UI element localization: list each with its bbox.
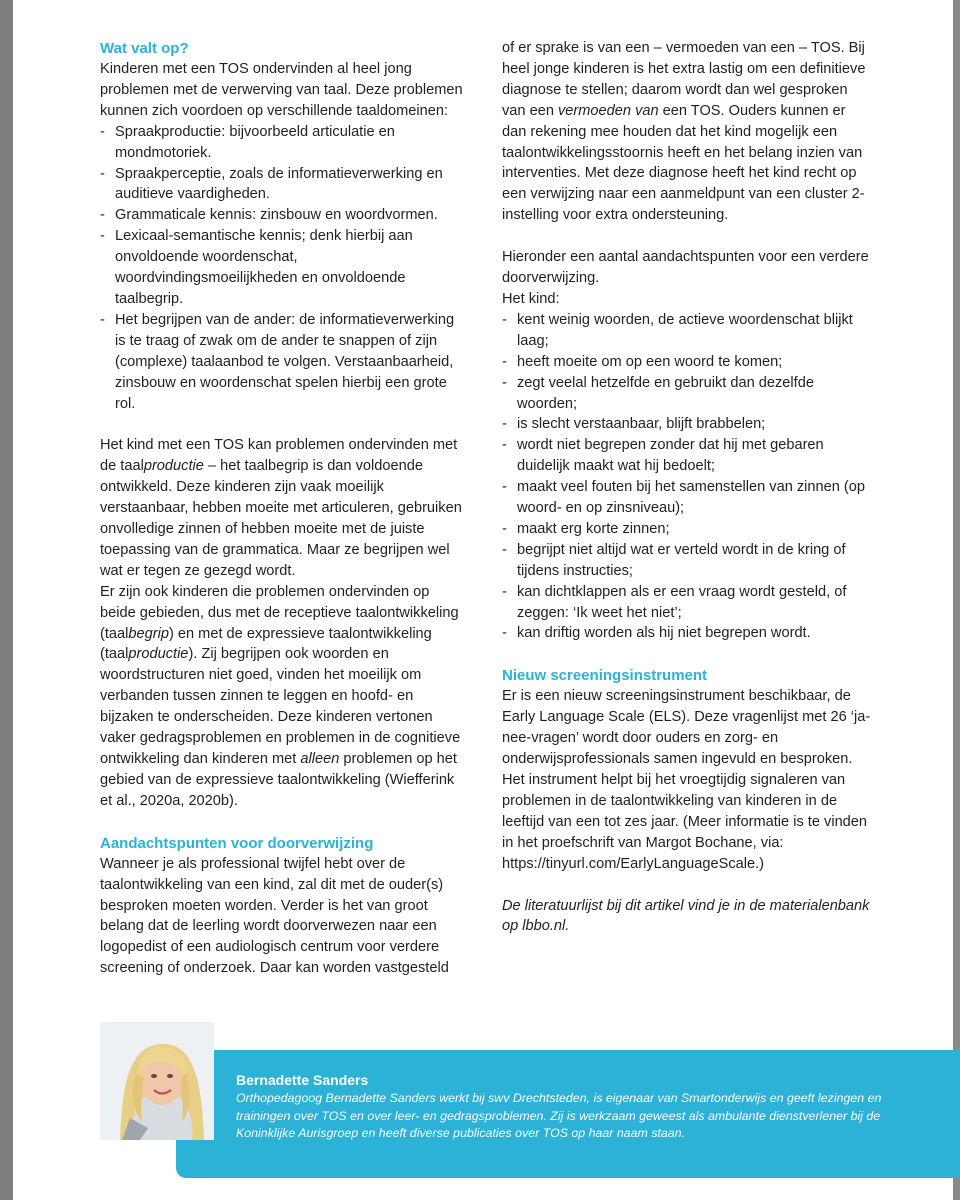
right-column <box>502 38 872 937</box>
het-kind-list <box>502 310 872 645</box>
list-item: - kent weinig woorden, de actieve woordenschat blijkt laag; <box>502 310 872 352</box>
paragraph-doorverwijzing: Wanneer je als professional twijfel hebt over de taalontwikkeling van een kind, zal dit met de ouder(s) besproken moeten worden. Verder is het van groot belang dat de leerling wordt doorverwezen naar een logopedist of een audiologisch centrum voor verdere screening of onderzoek. Daar kan worden vastgesteld <box>100 855 449 977</box>
author-name: Bernadette Sanders <box>236 1072 369 1088</box>
paragraph-aandachtspunten-intro: Hieronder een aantal aandachtspunten voor een verdere doorverwijzing. <box>502 249 869 287</box>
heading-aandachtspunten: Aandachtspunten voor doorverwijzing <box>100 834 374 852</box>
list-item: - kan driftig worden als hij niet begrepen wordt. <box>502 623 872 644</box>
list-item: - Grammaticale kennis: zinsbouw en woordvormen. <box>100 205 468 226</box>
paragraph-screeningsinstrument: Er is een nieuw screeningsinstrument beschikbaar, de Early Language Scale (ELS). Deze vragenlijst met 26 ‘ja-nee-vragen’ wordt door ouders en zorg- en onderwijsprofessionals samen ingevuld en besproken. Het instrument helpt bij het vroegtijdig signaleren van problemen in de taalontwikkeling van kinderen in de leeftijd van een tot zes jaar. (Meer informatie is te vinden in het proefschrift van Margot Bochane, via: https://tinyurl.com/EarlyLanguageScale.) <box>502 688 871 872</box>
author-description: Orthopedagoog Bernadette Sanders werkt bij swv Drechtsteden, is eigenaar van Smartonderwijs en geeft lezingen en trainingen over TOS en over leer- en gedragsproblemen. Zij is werkzaam geweest als ambulante dienstverlener bij de Koninklijke Aurisgroep en heeft diverse publicaties over TOS op haar naam staan. <box>236 1091 882 1140</box>
list-item: - wordt niet begrepen zonder dat hij met gebaren duidelijk maakt wat hij bedoelt; <box>502 435 872 477</box>
list-item: - zegt veelal hetzelfde en gebruikt dan dezelfde woorden; <box>502 373 872 415</box>
list-item: - Spraakproductie: bijvoorbeeld articulatie en mondmotoriek. <box>100 122 468 164</box>
list-item: - Het begrijpen van de ander: de informatieverwerking is te traag of zwak om de ander te snappen of zijn (complexe) taalaanbod te volgen. Verstaanbaarheid, zinsbouw en woordenschat spelen hierbij een grote rol. <box>100 310 468 415</box>
list-item: - heeft moeite om op een woord te komen; <box>502 352 872 373</box>
page-frame-right <box>953 0 960 1200</box>
left-column <box>100 38 468 979</box>
list-item: - maakt veel fouten bij het samenstellen van zinnen (op woord- en op zinsniveau); <box>502 477 872 519</box>
list-item: - maakt erg korte zinnen; <box>502 519 872 540</box>
list-item: - Spraakperceptie, zoals de informatieverwerking en auditieve vaardigheden. <box>100 164 468 206</box>
taaldomeinen-list <box>100 122 468 415</box>
het-kind-label: Het kind: <box>502 290 560 307</box>
heading-screeningsinstrument: Nieuw screeningsinstrument <box>502 667 708 685</box>
author-bio-box <box>176 1050 960 1178</box>
intro-paragraph: Kinderen met een TOS ondervinden al heel jong problemen met de verwerving van taal. Deze problemen kunnen zich voordoen op verschillende taaldomeinen: <box>100 61 463 119</box>
heading-wat-valt-op: Wat valt op? <box>100 40 189 57</box>
list-item: - begrijpt niet altijd wat er verteld wordt in de kring of tijdens instructies; <box>502 540 872 582</box>
literatuur-note: De literatuurlijst bij dit artikel vind je in de materialenbank op lbbo.nl. <box>502 897 870 935</box>
list-item: - is slecht verstaanbaar, blijft brabbelen; <box>502 414 872 435</box>
author-portrait-image <box>100 1022 214 1140</box>
list-item: - Lexicaal-semantische kennis; denk hierbij aan onvoldoende woordenschat, woordvindingsmoeilijkheden en onvoldoende taalbegrip. <box>100 226 468 310</box>
page-frame-left <box>0 0 13 1200</box>
paragraph-taalproductie: Het kind met een TOS kan problemen ondervinden met de taalproductie – het taalbegrip is dan voldoende ontwikkeld. Deze kinderen zijn vaak moeilijk verstaanbaar, hebben moeite met articuleren, gebruiken onvolledige zinnen of hebben moeite met de juiste toepassing van de grammatica. Maar ze begrijpen wel wat er tegen ze gezegd wordt. <box>100 437 462 579</box>
paragraph-diagnose: of er sprake is van een – vermoeden van een – TOS. Bij heel jonge kinderen is het extra lastig om een definitieve diagnose te stellen; daarom wordt dan wel gesproken van een vermoeden van een TOS. Ouders kunnen er dan rekening mee houden dat het kind mogelijk een taalontwikkelingsstoornis heeft en het belang inzien van interventies. Met deze diagnose heeft het kind recht op een verwijzing naar een aanmeldpunt van een cluster 2-instelling voor extra ondersteuning. <box>502 40 866 224</box>
paragraph-beide-gebieden: Er zijn ook kinderen die problemen ondervinden op beide gebieden, dus met de receptieve taalontwikkeling (taalbegrip) en met de expressieve taalontwikkeling (taalproductie). Zij begrijpen ook woorden en woordstructuren niet goed, vinden het moeilijk om verbanden tussen zinnen te leggen en hoofd- en bijzaken te onderscheiden. Deze kinderen vertonen vaker gedragsproblemen en problemen in de cognitieve ontwikkeling dan kinderen met alleen problemen op het gebied van de expressieve taalontwikkeling (Wiefferink et al., 2020a, 2020b). <box>100 583 461 809</box>
list-item: - kan dichtklappen als er een vraag wordt gesteld, of zeggen: ‘Ik weet het niet’; <box>502 582 872 624</box>
author-photo <box>100 1022 214 1140</box>
